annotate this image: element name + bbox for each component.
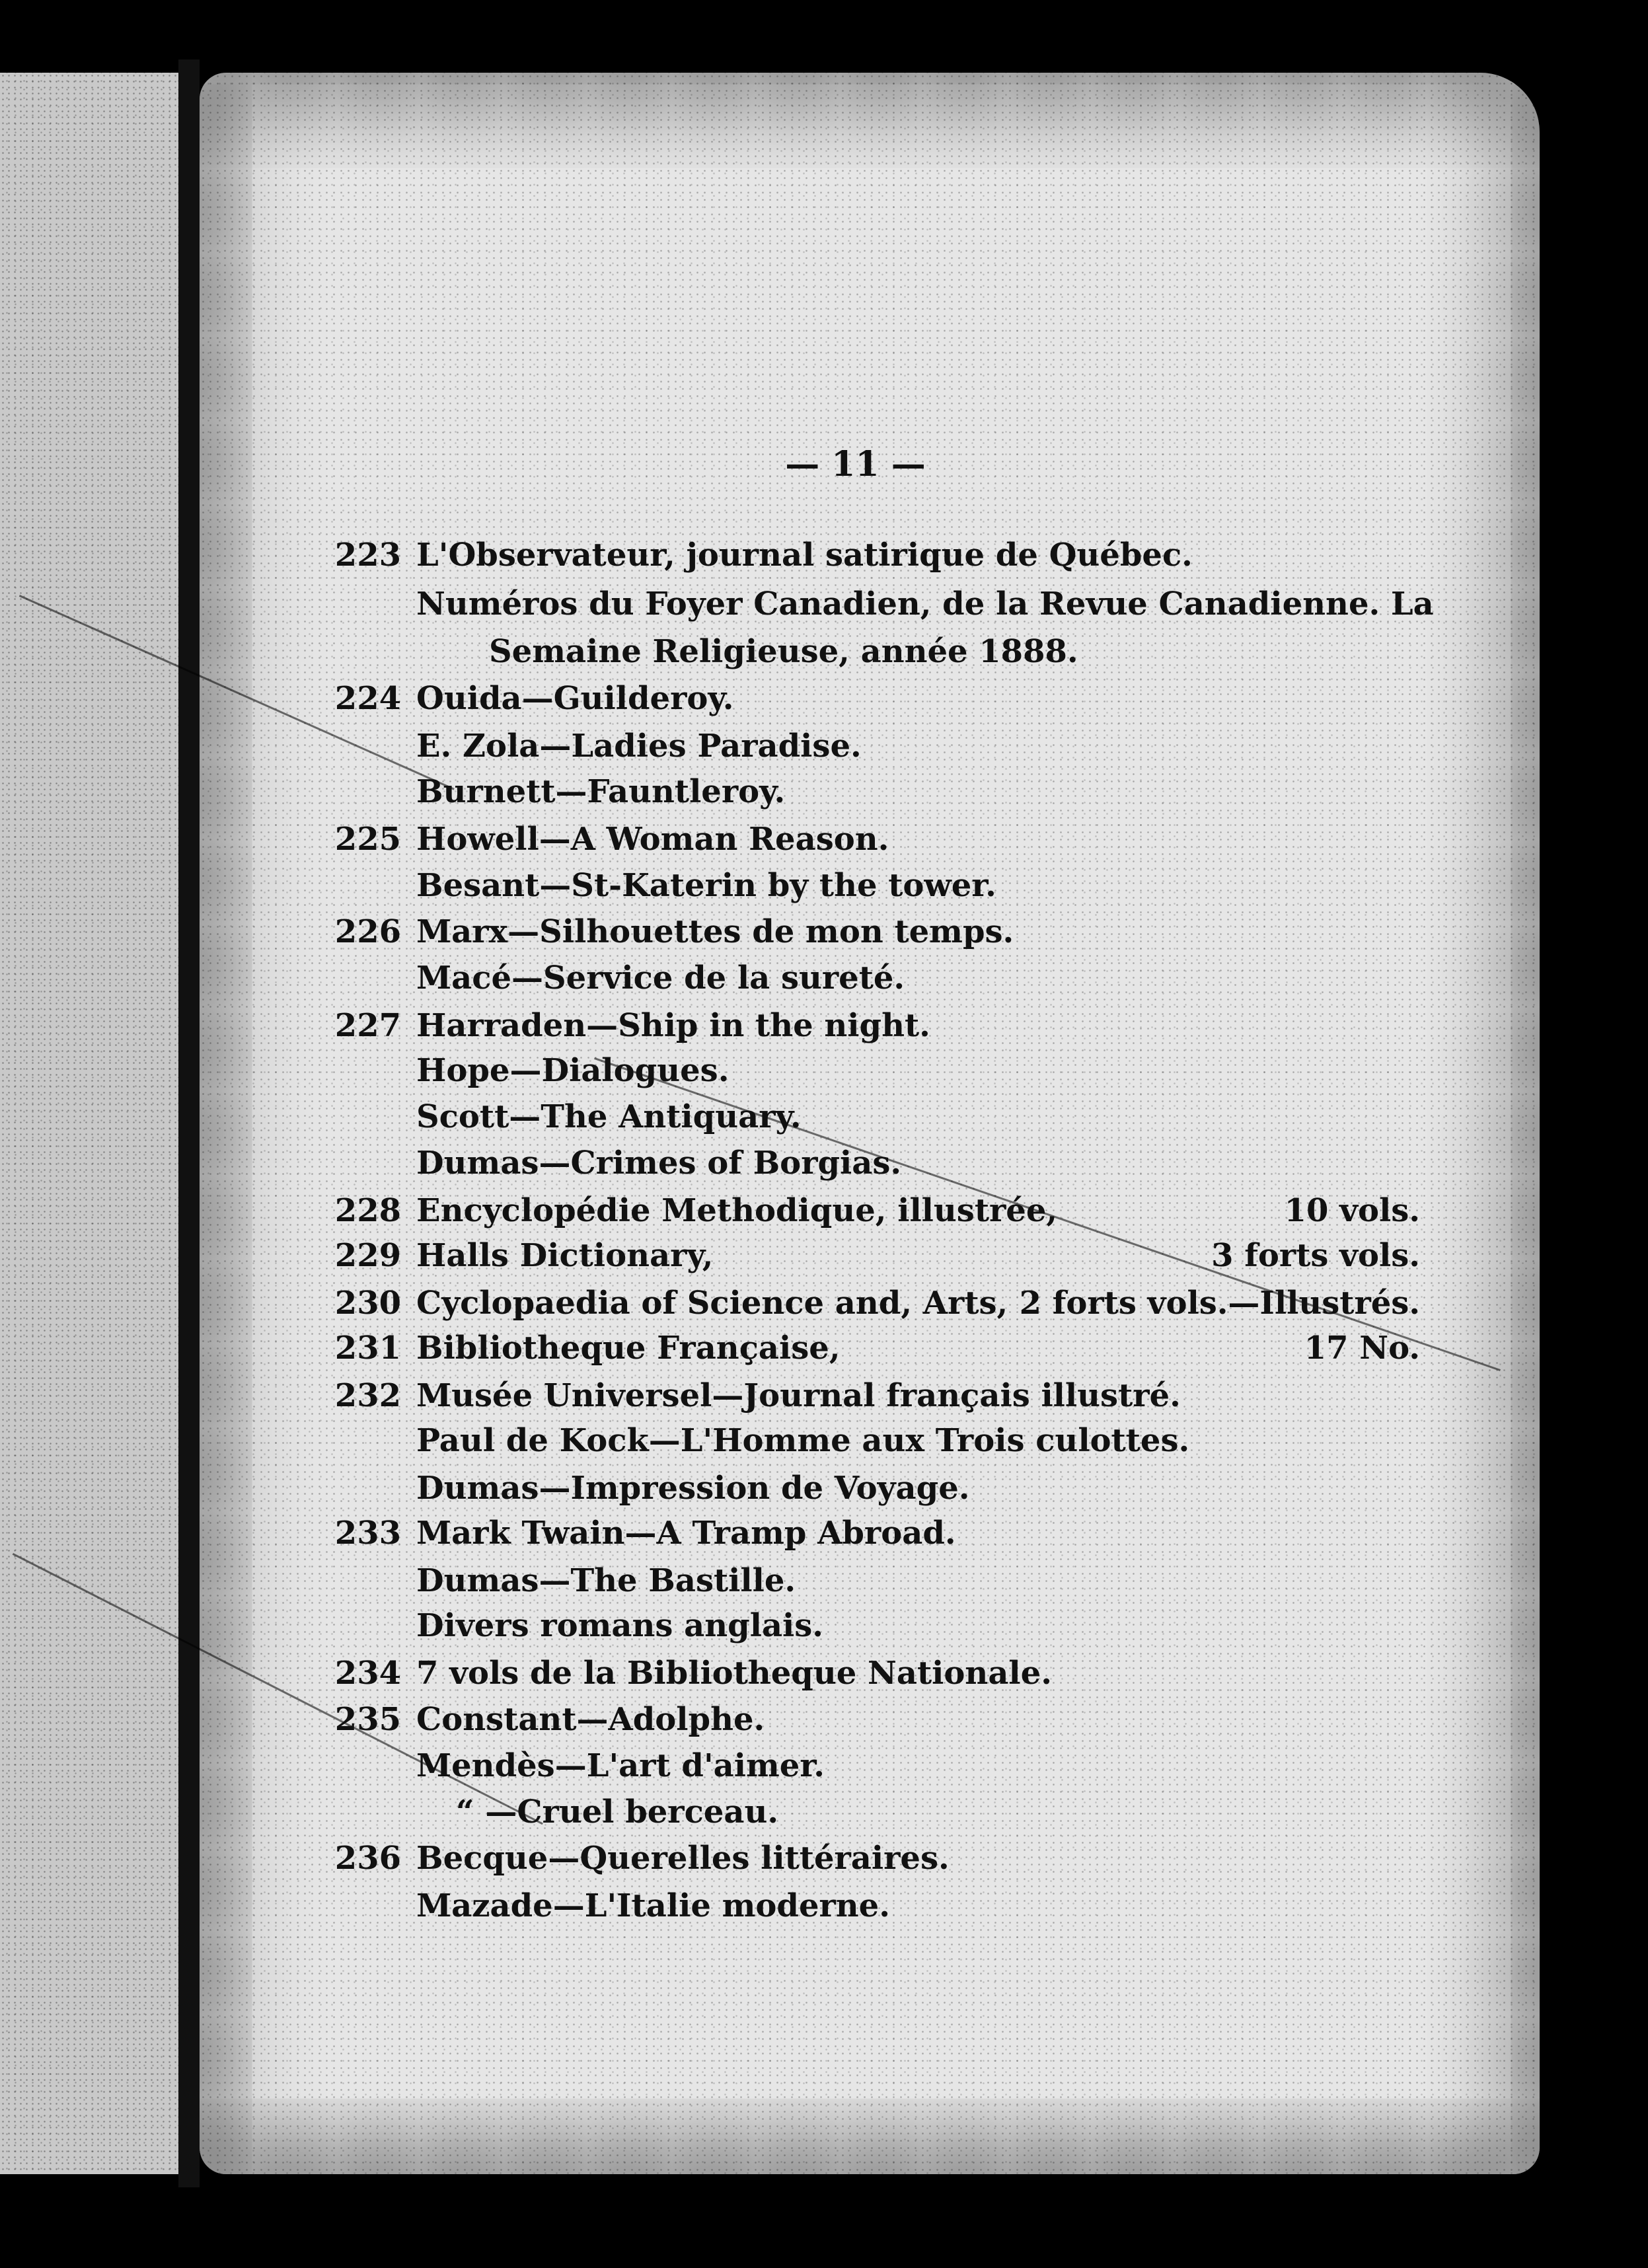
catalogue-entry	[0, 905, 1648, 958]
lot-number: 232	[334, 1377, 401, 1414]
catalogue-entry	[0, 1137, 1648, 1190]
catalogue-entry	[0, 720, 1648, 773]
catalogue-entry	[0, 1044, 1648, 1097]
catalogue-entry	[0, 625, 1648, 678]
lot-number: 230	[334, 1285, 401, 1322]
entry-title: Numéros du Foyer Canadien, de la Revue Canadienne. La	[416, 586, 1434, 623]
entry-title: Scott—The Antiquary.	[416, 1098, 802, 1135]
entry-title: Becque—Querelles littéraires.	[416, 1840, 950, 1877]
volume-count: 10 vols.	[1284, 1192, 1420, 1229]
catalogue-entry	[0, 1090, 1648, 1143]
entry-title: Divers romans anglais.	[416, 1607, 824, 1644]
lot-number: 233	[334, 1515, 401, 1552]
catalogue-entry	[0, 1647, 1648, 1700]
lot-number: 231	[334, 1330, 401, 1367]
lot-number: 226	[334, 913, 401, 950]
lot-number: 227	[334, 1007, 401, 1044]
entry-title: Ouida—Guilderoy.	[416, 680, 734, 717]
lot-number: 234	[334, 1655, 401, 1692]
entry-title: Encyclopédie Methodique, illustrée,	[416, 1192, 1058, 1229]
entry-title: Howell—A Woman Reason.	[416, 821, 889, 858]
catalogue-entry	[0, 765, 1648, 818]
entry-title: Bibliotheque Française,	[416, 1330, 841, 1367]
entry-title: Dumas—Crimes of Borgias.	[416, 1145, 902, 1182]
entry-title: 7 vols de la Bibliotheque Nationale.	[416, 1655, 1052, 1692]
page-number: — 11 —	[785, 444, 926, 484]
entry-title: “ —Cruel berceau.	[456, 1794, 779, 1831]
entry-title: Semaine Religieuse, année 1888.	[489, 633, 1078, 670]
lot-number: 229	[334, 1237, 401, 1274]
entry-title: Besant—St-Katerin by the tower.	[416, 867, 996, 904]
catalogue-entry	[0, 1693, 1648, 1746]
lot-number: 235	[334, 1701, 401, 1738]
entry-title: Constant—Adolphe.	[416, 1701, 765, 1738]
entry-title: E. Zola—Ladies Paradise.	[416, 728, 862, 765]
catalogue-entry	[0, 1832, 1648, 1885]
catalogue-entry	[0, 813, 1648, 866]
catalogue-entry	[0, 1229, 1648, 1282]
volume-count: 17 No.	[1304, 1330, 1420, 1367]
entry-title: Mark Twain—A Tramp Abroad.	[416, 1515, 956, 1552]
lot-number: 228	[334, 1192, 401, 1229]
entry-title: Mazade—L'Italie moderne.	[416, 1887, 890, 1924]
entry-title: Cyclopaedia of Science and, Arts,	[416, 1285, 1008, 1322]
catalogue-entry	[0, 529, 1648, 582]
lot-number: 224	[334, 680, 401, 717]
catalogue-entry	[0, 952, 1648, 1004]
volume-count: 2 forts vols.—Illustrés.	[1019, 1285, 1420, 1322]
entry-title: Dumas—The Bastille.	[416, 1562, 796, 1599]
catalogue-entry	[0, 1739, 1648, 1792]
entry-title: Burnett—Fauntleroy.	[416, 773, 786, 810]
lot-number: 225	[334, 821, 401, 858]
catalogue-entry	[0, 1322, 1648, 1375]
entry-title: Harraden—Ship in the night.	[416, 1007, 930, 1044]
catalogue-entry	[0, 1599, 1648, 1652]
catalogue-entry	[0, 1507, 1648, 1560]
volume-count: 3 forts vols.	[1211, 1237, 1420, 1274]
catalogue-entry	[0, 1879, 1648, 1932]
entry-title: Dumas—Impression de Voyage.	[416, 1470, 970, 1507]
entry-title: Halls Dictionary,	[416, 1237, 714, 1274]
catalogue-entry	[0, 578, 1648, 630]
catalogue-entry	[0, 672, 1648, 725]
entry-title: Macé—Service de la sureté.	[416, 960, 905, 997]
entry-title: Paul de Kock—L'Homme aux Trois culottes.	[416, 1422, 1190, 1459]
entry-title: L'Observateur, journal satirique de Québec.	[416, 537, 1193, 574]
entry-title: Hope—Dialogues.	[416, 1052, 730, 1089]
catalogue-entry	[0, 859, 1648, 912]
entry-title: Marx—Silhouettes de mon temps.	[416, 913, 1014, 950]
catalogue-entry	[0, 1414, 1648, 1467]
entry-title: Musée Universel—Journal français illustré.	[416, 1377, 1181, 1414]
lot-number: 236	[334, 1840, 401, 1877]
lot-number: 223	[334, 537, 401, 574]
entry-title: Mendès—L'art d'aimer.	[416, 1747, 825, 1784]
catalogue-entry	[0, 1786, 1648, 1838]
